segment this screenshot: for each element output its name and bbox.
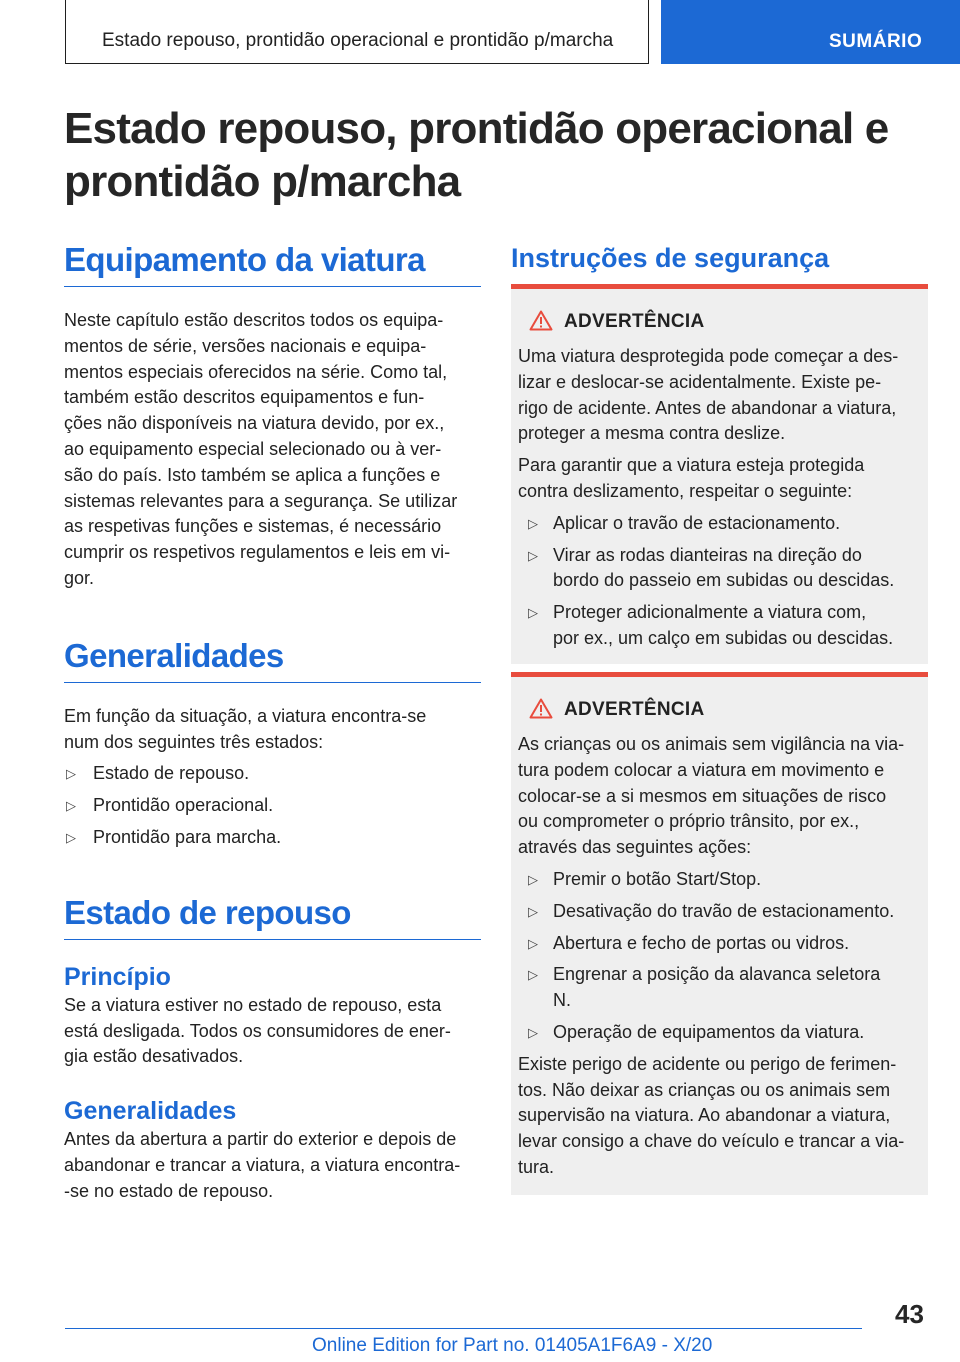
- text-line: Existe perigo de acidente ou perigo de ferimen-: [518, 1053, 897, 1074]
- text-line: num dos seguintes três estados:: [64, 731, 324, 752]
- warning-paragraph: [518, 1052, 921, 1195]
- list-item-text: Prontidão para marcha.: [93, 826, 282, 847]
- text-line: Antes da abertura a partir do exterior e depois de: [64, 1129, 457, 1150]
- text-line: também estão descritos equipamentos e fun-: [64, 387, 425, 408]
- header-breadcrumb-box: [65, 0, 649, 64]
- text-line: tos. Não deixar as crianças ou os animais sem: [518, 1079, 891, 1100]
- list-item-text: N.: [553, 990, 571, 1011]
- warning-paragraph: [518, 344, 921, 447]
- warning-header: [518, 677, 921, 721]
- text-line: ao equipamento especial selecionado ou à ver-: [64, 438, 442, 459]
- text-line: sistemas relevantes para a segurança. Se utilizar: [64, 490, 458, 511]
- warning-triangle-icon: [529, 698, 553, 719]
- text-line: gia estão desativados.: [64, 1046, 244, 1067]
- text-line: ções não disponíveis na viatura devido, por ex.,: [64, 413, 445, 434]
- text-line: são do país. Isto também se aplica a funções e: [64, 464, 441, 485]
- text-line: está desligada. Todos os consumidores de ener-: [64, 1020, 451, 1041]
- page-title: Estado repouso, prontidão operacional e prontidão p/marcha: [64, 104, 889, 206]
- text-line: cumprir os respetivos regulamentos e leis em vi-: [64, 542, 451, 563]
- bullet-triangle-icon: ▷: [528, 967, 538, 983]
- summary-button[interactable]: SUMÁRIO: [661, 0, 960, 64]
- bullet-triangle-icon: ▷: [66, 798, 76, 814]
- list-item: [518, 867, 921, 893]
- list-item-text: Estado de repouso.: [93, 763, 250, 784]
- text-line: lizar e deslocar-se acidentalmente. Existe pe-: [518, 371, 882, 392]
- list-item-text: bordo do passeio em subidas ou descidas.: [553, 570, 895, 591]
- text-line: gor.: [64, 567, 95, 588]
- list-item-text: Proteger adicionalmente a viatura com,: [553, 602, 867, 623]
- text-line: Em função da situação, a viatura encontra-se: [64, 705, 427, 726]
- list-item-text: Virar as rodas dianteiras na direção do: [553, 544, 862, 565]
- list-item-text: Desativação do travão de estacionamento.: [553, 900, 895, 921]
- warning-list: [518, 511, 921, 664]
- warning-label: ADVERTÊNCIA: [564, 311, 705, 332]
- left-column: [64, 240, 481, 1205]
- text-line: supervisão na viatura. Ao abandonar a viatura,: [518, 1105, 891, 1126]
- warning-label: ADVERTÊNCIA: [564, 699, 705, 720]
- list-item-text: Engrenar a posição da alavanca seletora: [553, 964, 881, 985]
- heading-rest-state: Estado de repouso: [64, 893, 481, 940]
- text-line: através das seguintes ações:: [518, 837, 752, 858]
- text-line: Uma viatura desprotegida pode começar a des-: [518, 346, 899, 366]
- warning-paragraph: [518, 732, 921, 861]
- warning-paragraph: [518, 453, 921, 505]
- paragraph-generalities-rest: [64, 1127, 481, 1204]
- list-item: [64, 825, 481, 851]
- footer-edition-link[interactable]: Online Edition for Part no. 01405A1F6A9 - X/20: [312, 1335, 713, 1356]
- bullet-triangle-icon: ▷: [66, 766, 76, 782]
- list-item-text: por ex., um calço em subidas ou descidas.: [553, 627, 894, 648]
- bullet-triangle-icon: ▷: [528, 1024, 538, 1040]
- bullet-triangle-icon: ▷: [528, 515, 538, 531]
- text-line: tura.: [518, 1156, 555, 1177]
- header-breadcrumb: Estado repouso, prontidão operacional e prontidão p/marcha: [102, 30, 614, 51]
- text-line: contra deslizamento, respeitar o seguinte:: [518, 480, 853, 501]
- text-line: Neste capítulo estão descritos todos os equipa-: [64, 310, 444, 330]
- text-line: As crianças ou os animais sem vigilância na via-: [518, 734, 905, 754]
- text-line: levar consigo a chave do veículo e trancar a via-: [518, 1131, 905, 1152]
- text-line: mentos de série, versões nacionais e equipa-: [64, 335, 427, 356]
- warning-box-rolling: [511, 284, 928, 664]
- states-list: [64, 761, 481, 850]
- text-line: colocar-se a si mesmos em situações de risco: [518, 785, 887, 806]
- text-line: rigo de acidente. Antes de abandonar a viatura,: [518, 397, 897, 418]
- heading-generalities: Generalidades: [64, 636, 481, 683]
- list-item: [518, 511, 921, 537]
- right-column: [511, 240, 928, 1177]
- bullet-triangle-icon: ▷: [528, 903, 538, 919]
- warning-triangle-icon: [529, 310, 553, 331]
- text-line: -se no estado de repouso.: [64, 1180, 274, 1201]
- text-line: proteger a mesma contra deslize.: [518, 423, 786, 444]
- page-number: 43: [895, 1299, 924, 1329]
- list-item: [518, 543, 921, 595]
- list-item-text: Aplicar o travão de estacionamento.: [553, 512, 841, 533]
- text-line: abandonar e trancar a viatura, a viatura encontra-: [64, 1154, 461, 1175]
- bullet-triangle-icon: ▷: [528, 935, 538, 951]
- footer-divider: [65, 1328, 862, 1329]
- list-item: [518, 931, 921, 957]
- list-item: [518, 600, 921, 652]
- text-line: mentos especiais oferecidos na série. Como tal,: [64, 361, 448, 382]
- list-item-text: Prontidão operacional.: [93, 795, 274, 816]
- paragraph-equipment: [64, 308, 481, 592]
- text-line: Se a viatura estiver no estado de repouso, esta: [64, 994, 442, 1015]
- text-line: ou comprometer o próprio trânsito, por ex.,: [518, 811, 860, 832]
- paragraph-principle: [64, 993, 481, 1070]
- heading-safety-instructions: Instruções de segurança: [511, 243, 830, 273]
- heading-equipment: Equipamento da viatura: [64, 240, 481, 287]
- list-item-text: Operação de equipamentos da viatura.: [553, 1021, 865, 1042]
- list-item: [518, 1020, 921, 1046]
- bullet-triangle-icon: ▷: [528, 871, 538, 887]
- text-line: as respetivas funções e sistemas, é necessário: [64, 516, 442, 537]
- paragraph-generalities: [64, 704, 481, 756]
- list-item-text: Abertura e fecho de portas ou vidros.: [553, 932, 850, 953]
- bullet-triangle-icon: ▷: [528, 547, 538, 563]
- list-item: [64, 761, 481, 787]
- warning-list: [518, 867, 921, 1046]
- warning-box-children: [511, 672, 928, 1195]
- list-item-text: Premir o botão Start/Stop.: [553, 868, 762, 889]
- list-item: [64, 793, 481, 819]
- heading-generalities-rest: Generalidades: [64, 1097, 237, 1126]
- list-item: [518, 899, 921, 925]
- text-line: Para garantir que a viatura esteja protegida: [518, 455, 865, 476]
- warning-header: [518, 289, 921, 333]
- list-item: [518, 962, 921, 1014]
- bullet-triangle-icon: ▷: [528, 605, 538, 621]
- bullet-triangle-icon: ▷: [66, 829, 76, 845]
- heading-principle: Princípio: [64, 962, 171, 991]
- text-line: tura podem colocar a viatura em movimento e: [518, 759, 885, 780]
